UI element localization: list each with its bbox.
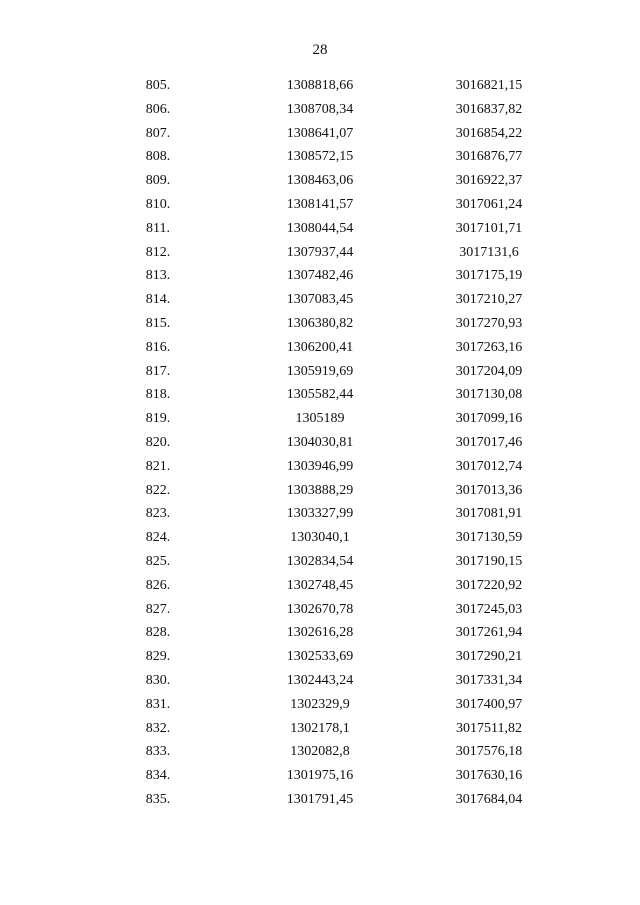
point-number: 821.: [145, 458, 171, 474]
table-row: [0, 621, 640, 645]
x-coordinate: 1307083,45: [286, 292, 354, 308]
y-coordinate: 3017220,92: [455, 577, 523, 593]
table-row: [0, 407, 640, 431]
x-coordinate: 1305582,44: [286, 387, 354, 403]
table-row: [0, 241, 640, 265]
table-row: [0, 717, 640, 741]
y-coordinate: 3017261,94: [455, 625, 523, 641]
table-row: [0, 645, 640, 669]
table-row: [0, 145, 640, 169]
point-number: 831.: [145, 696, 171, 712]
point-number: 816.: [145, 339, 171, 355]
table-row: [0, 740, 640, 764]
x-coordinate: 1305189: [295, 411, 345, 427]
point-number: 828.: [145, 625, 171, 641]
x-coordinate: 1302443,24: [286, 672, 354, 688]
y-coordinate: 3017576,18: [455, 744, 523, 760]
x-coordinate: 1303327,99: [286, 506, 354, 522]
point-number: 811.: [146, 220, 170, 236]
y-coordinate: 3017511,82: [456, 720, 522, 736]
table-row: [0, 693, 640, 717]
x-coordinate: 1308818,66: [286, 78, 354, 93]
x-coordinate: 1307937,44: [286, 244, 354, 260]
point-number: 806.: [145, 101, 171, 117]
table-row: [0, 479, 640, 503]
table-row: [0, 264, 640, 288]
y-coordinate: 3017190,15: [455, 553, 523, 569]
table-row: [0, 598, 640, 622]
point-number: 809.: [145, 173, 171, 189]
x-coordinate: 1302834,54: [286, 553, 354, 569]
point-number: 825.: [145, 553, 171, 569]
point-number: 827.: [145, 601, 171, 617]
table-row: [0, 193, 640, 217]
point-number: 834.: [145, 768, 171, 784]
y-coordinate: 3016821,15: [455, 78, 523, 93]
y-coordinate: 3016922,37: [455, 173, 523, 189]
table-row: [0, 431, 640, 455]
point-number: 830.: [145, 672, 171, 688]
y-coordinate: 3017400,97: [455, 696, 523, 712]
x-coordinate: 1304030,81: [286, 434, 354, 450]
x-coordinate: 1301975,16: [286, 768, 354, 784]
point-number: 810.: [145, 196, 171, 212]
x-coordinate: 1308572,15: [286, 149, 354, 165]
table-row: [0, 98, 640, 122]
y-coordinate: 3017061,24: [455, 196, 523, 212]
table-row: [0, 526, 640, 550]
point-number: 822.: [145, 482, 171, 498]
page-number: 28: [312, 42, 328, 58]
table-row: [0, 312, 640, 336]
x-coordinate: 1305919,69: [286, 363, 354, 379]
table-row: [0, 764, 640, 788]
y-coordinate: 3017013,36: [455, 482, 523, 498]
point-number: 832.: [145, 720, 171, 736]
y-coordinate: 3016876,77: [455, 149, 523, 165]
table-row: [0, 169, 640, 193]
y-coordinate: 3017017,46: [455, 434, 523, 450]
x-coordinate: 1308708,34: [286, 101, 354, 117]
x-coordinate: 1308044,54: [286, 220, 354, 236]
y-coordinate: 3017101,71: [455, 220, 523, 236]
point-number: 808.: [145, 149, 171, 165]
x-coordinate: 1301791,45: [286, 791, 354, 807]
point-number: 813.: [145, 268, 171, 284]
point-number: 829.: [145, 649, 171, 665]
y-coordinate: 3017130,08: [455, 387, 523, 403]
x-coordinate: 1302329,9: [290, 696, 350, 712]
y-coordinate: 3017245,03: [455, 601, 523, 617]
point-number: 824.: [145, 530, 171, 546]
table-row: [0, 574, 640, 598]
point-number: 818.: [145, 387, 171, 403]
table-row: [0, 669, 640, 693]
y-coordinate: 3017204,09: [455, 363, 523, 379]
table-row: [0, 383, 640, 407]
x-coordinate: 1302533,69: [286, 649, 354, 665]
x-coordinate: 1303040,1: [290, 530, 350, 546]
x-coordinate: 1303888,29: [286, 482, 354, 498]
y-coordinate: 3017290,21: [455, 649, 523, 665]
x-coordinate: 1302082,8: [290, 744, 350, 760]
y-coordinate: 3017131,6: [459, 244, 519, 260]
x-coordinate: 1303946,99: [286, 458, 354, 474]
table-row: [0, 360, 640, 384]
y-coordinate: 3017210,27: [455, 292, 523, 308]
x-coordinate: 1302748,45: [286, 577, 354, 593]
table-row: [0, 788, 640, 812]
point-number: 815.: [145, 315, 171, 331]
y-coordinate: 3017099,16: [455, 411, 523, 427]
x-coordinate: 1302178,1: [290, 720, 350, 736]
point-number: 819.: [145, 411, 171, 427]
y-coordinate: 3017630,16: [455, 768, 523, 784]
point-number: 826.: [145, 577, 171, 593]
y-coordinate: 3017684,04: [455, 791, 523, 807]
y-coordinate: 3017175,19: [455, 268, 523, 284]
y-coordinate: 3017270,93: [455, 315, 523, 331]
x-coordinate: 1302670,78: [286, 601, 354, 617]
table-row: [0, 550, 640, 574]
table-row: [0, 455, 640, 479]
x-coordinate: 1308141,57: [286, 196, 354, 212]
x-coordinate: 1306380,82: [286, 315, 354, 331]
point-number: 835.: [145, 791, 171, 807]
coordinate-table: [0, 74, 640, 812]
y-coordinate: 3017130,59: [455, 530, 523, 546]
point-number: 820.: [145, 434, 171, 450]
x-coordinate: 1307482,46: [286, 268, 354, 284]
y-coordinate: 3017012,74: [455, 458, 523, 474]
x-coordinate: 1306200,41: [286, 339, 354, 355]
y-coordinate: 3017263,16: [455, 339, 523, 355]
point-number: 805.: [145, 78, 171, 93]
y-coordinate: 3016854,22: [455, 125, 523, 141]
point-number: 812.: [145, 244, 171, 260]
x-coordinate: 1308463,06: [286, 173, 354, 189]
table-row: [0, 217, 640, 241]
point-number: 833.: [145, 744, 171, 760]
table-row: [0, 502, 640, 526]
x-coordinate: 1302616,28: [286, 625, 354, 641]
y-coordinate: 3017331,34: [455, 672, 523, 688]
x-coordinate: 1308641,07: [286, 125, 354, 141]
point-number: 823.: [145, 506, 171, 522]
y-coordinate: 3016837,82: [455, 101, 523, 117]
y-coordinate: 3017081,91: [455, 506, 523, 522]
point-number: 814.: [145, 292, 171, 308]
point-number: 807.: [145, 125, 171, 141]
table-row: [0, 336, 640, 360]
table-row: [0, 288, 640, 312]
point-number: 817.: [145, 363, 171, 379]
table-row: [0, 74, 640, 98]
table-row: [0, 122, 640, 146]
